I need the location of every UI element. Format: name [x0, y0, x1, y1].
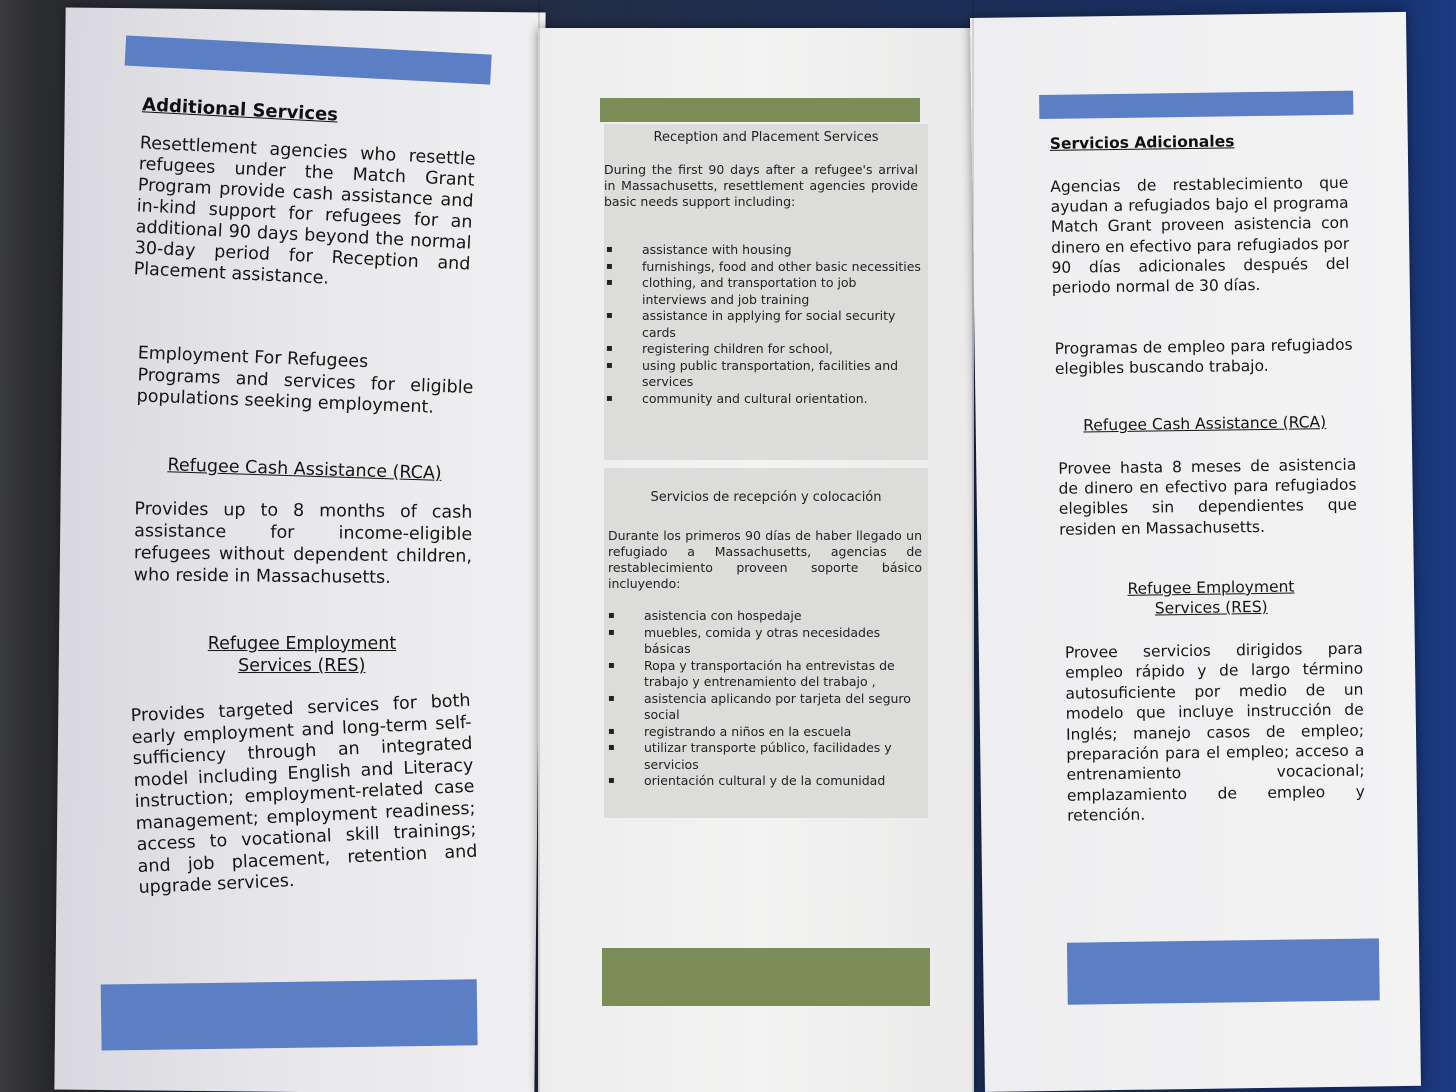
employment-title: Employment For Refugees	[137, 343, 369, 373]
list-item: ▪ asistencia aplicando por tarjeta del seguro social	[606, 691, 928, 724]
brochure-panel-left	[54, 8, 545, 1092]
list-item: ▪ asistencia con hospedaje	[606, 608, 928, 625]
list-item: ▪ clothing, and transportation to job interviews and job training	[604, 275, 924, 308]
list-item: ▪ registrando a niños en la escuela	[606, 724, 928, 741]
list-item: ▪ assistance in applying for social security cards	[604, 308, 924, 341]
fold-crease	[538, 0, 540, 1092]
list-item: ▪ furnishings, food and other basic necessities	[604, 259, 924, 276]
bottom-blue-bar	[1067, 938, 1380, 1004]
employment-paragraph: Programas de empleo para refugiados elegibles buscando trabajo.	[1054, 335, 1353, 379]
res-title-line2: Services (RES)	[1154, 597, 1268, 618]
reception-list-es	[606, 608, 928, 790]
res-title-line1: Refugee Employment	[207, 634, 397, 655]
res-paragraph: Provides targeted services for both early employment and long-term self-sufficiency through an integrated model including English and Literacy instruction; employment-related case management; employment readiness; access to vocational skill trainings; and job placement, retention and upgrade services.	[130, 690, 478, 899]
list-item: ▪ muebles, comida y otras necesidades básicas	[606, 625, 928, 658]
list-item: ▪ Ropa y transportación ha entrevistas de trabajo y entrenamiento del trabajo ,	[606, 658, 928, 691]
intro-paragraph: Resettlement agencies who resettle refugees under the Match Grant Program provide cash assistance and in-kind support for refugees for an additional 90 days beyond the normal 30-day period for Reception and Placement assistance.	[133, 133, 476, 289]
res-title-line1: Refugee Employment	[1127, 577, 1295, 598]
list-item: ▪ utilizar transporte público, facilidades y servicios	[606, 740, 928, 773]
res-title-line2: Services (RES)	[238, 656, 366, 677]
top-green-bar	[600, 98, 920, 122]
employment-paragraph: Programs and services for eligible populations seeking employment.	[136, 365, 474, 418]
reception-title-es: Servicios de recepción y colocación	[650, 490, 882, 505]
top-blue-bar	[1039, 91, 1353, 119]
intro-paragraph: Agencias de restablecimiento que ayudan a refugiados bajo el programa Match Grant proveen asistencia con dinero en efectivo para refugiados por 90 días adicionales después del periodo normal de 30 días.	[1050, 173, 1350, 297]
rca-paragraph: Provides up to 8 months of cash assistance for income-eligible refugees without dependent children, who reside in Massachusetts.	[133, 499, 473, 588]
rca-paragraph: Provee hasta 8 meses de asistencia de dinero en efectivo para refugiados elegibles sin dependientes que residen en Massachusetts.	[1058, 455, 1357, 539]
reception-intro-en: During the first 90 days after a refugee's arrival in Massachusetts, resettlement agencies provide basic needs support including:	[604, 162, 918, 209]
list-item: ▪ using public transportation, facilities and services	[604, 358, 924, 391]
res-paragraph: Provee servicios dirigidos para empleo rápido y de largo término autosuficiente por medio de un modelo que incluye instrucción de Inglés; manejo casos de empleo; preparación para el empleo; acceso a entrenamiento vocacional; emplazamiento de empleo y retención.	[1064, 639, 1365, 825]
bottom-blue-bar	[101, 979, 478, 1050]
bottom-green-bar	[602, 948, 930, 1006]
reception-intro-es: Durante los primeros 90 días de haber llegado un refugiado a Massachusetts, agencias de restablecimiento proveen soporte básico incluyendo:	[608, 528, 922, 591]
fold-crease	[972, 0, 974, 1092]
reception-title-en: Reception and Placement Services	[653, 130, 879, 145]
list-item: ▪ orientación cultural y de la comunidad	[606, 773, 928, 790]
rca-title: Refugee Cash Assistance (RCA)	[1083, 413, 1327, 435]
reception-list-en	[604, 242, 924, 407]
rca-title: Refugee Cash Assistance (RCA)	[167, 455, 442, 484]
brochure-panel-right	[970, 12, 1421, 1092]
list-item: ▪ registering children for school,	[604, 341, 924, 358]
list-item: ▪ assistance with housing	[604, 242, 924, 259]
top-blue-bar	[125, 36, 492, 85]
section-heading: Additional Services	[141, 94, 339, 126]
list-item: ▪ community and cultural orientation.	[604, 391, 924, 408]
brochure-panel-middle	[538, 28, 974, 1092]
section-heading: Servicios Adicionales	[1049, 132, 1235, 153]
